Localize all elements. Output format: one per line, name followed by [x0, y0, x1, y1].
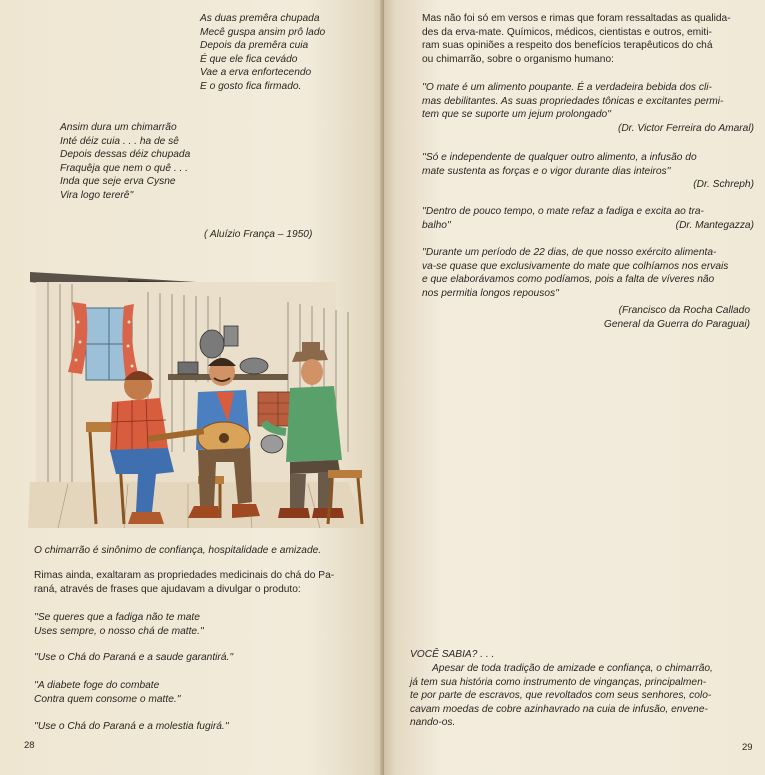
quote-line: ''Durante um período de 22 dias, de que nosso exército alimenta- — [422, 247, 717, 258]
right-intro-paragraph — [422, 12, 754, 66]
text-line: ou chimarrão, sobre o organismo humano: — [422, 53, 614, 65]
intro-paragraph — [34, 569, 364, 596]
quote-line: mas debilitantes. As suas propriedades tônicas e excitantes permi- — [422, 95, 724, 107]
poem-stanza-2 — [60, 121, 190, 203]
quote-line: ''Só e independente de qualquer outro alimento, a infusão do — [422, 152, 697, 163]
text-line: Rimas ainda, exaltaram as propriedades medicinais do chá do Pa- — [34, 570, 335, 581]
text-line: te por parte de escravos, que revoltados com seus senhores, colo- — [410, 690, 712, 702]
poem-line: As duas premêra chupada — [200, 13, 320, 24]
poem-line: Depois dessas déiz chupada — [60, 149, 191, 161]
quote-author-block — [422, 304, 750, 331]
quote-4 — [422, 246, 754, 300]
poem-attribution: ( Aluízio França – 1950) — [204, 229, 313, 240]
poem-line: Mecê guspa ansim prô lado — [200, 26, 326, 38]
poem-line: Vae a erva enfortecendo — [200, 67, 312, 79]
poem-line: Ansim dura um chimarrão — [60, 122, 177, 133]
quote-line: ''Dentro de pouco tempo, o mate refaz a fadiga e excita ao tra- — [422, 206, 704, 217]
poem-line: Depois da premêra cuia — [200, 40, 309, 52]
quote-1 — [422, 81, 754, 135]
slogan-2 — [34, 651, 233, 665]
slogan-1 — [34, 611, 204, 638]
quote-line: va-se quase que exclusivamente do mate que colhíamos nos ervais — [422, 260, 729, 272]
quote-2 — [422, 151, 754, 192]
text-line: Apesar de toda tradição de amizade e confiança, o chimarrão, — [432, 663, 713, 674]
slogan-line: ''Se queres que a fadiga não te mate — [34, 612, 200, 623]
quote-author: (Dr. Schreph) — [693, 179, 754, 191]
quote-author: (Francisco da Rocha Callado — [618, 305, 750, 316]
text-line: nando-os. — [410, 717, 456, 729]
quote-line: tem que se suporte um jejum prolongado'' — [422, 109, 612, 121]
quote-line: ''O mate é um alimento poupante. É a verdadeira bebida dos cli- — [422, 82, 712, 93]
slogan-line: Contra quem consome o matte.'' — [34, 693, 181, 705]
sabia-title: VOCÊ SABIA? . . . — [410, 649, 495, 660]
slogan-line: ''A diabete foge do combate — [34, 680, 160, 691]
quote-author: (Dr. Mantegazza) — [675, 220, 754, 231]
poem-line: Fraquêja que nem o quê . . . — [60, 162, 188, 174]
illustration-caption: O chimarrão é sinônimo de confiança, hospitalidade e amizade. — [34, 545, 322, 556]
text-line: Mas não foi só em versos e rimas que foram ressaltadas as qualida- — [422, 13, 731, 24]
poem-line: Vira logo tererê'' — [60, 189, 134, 201]
text-line: raná, através de frases que ajudavam a divulgar o produto: — [34, 583, 301, 595]
text-line: ram suas opiniões a respeito dos benefícios terapêuticos do chá — [422, 40, 713, 52]
right-page — [384, 0, 765, 775]
slogan-line: ''Use o Chá do Paraná e a molestia fugirá.'' — [34, 721, 229, 732]
poem-line: Inté déiz cuia . . . ha de sê — [60, 135, 179, 147]
page-number-right: 29 — [742, 742, 753, 753]
text-line: des da erva-mate. Químicos, médicos, cientistas e outros, emiti- — [422, 26, 712, 38]
text-line: cavam moedas de cobre azinhavrado na cuia de infusão, envene- — [410, 703, 708, 715]
slogan-line: ''Use o Chá do Paraná e a saude garantirá.'' — [34, 652, 234, 663]
quote-line: nos permitia longos repousos'' — [422, 287, 559, 299]
poem-line: E o gosto fica firmado. — [200, 80, 302, 92]
text-line: já tem sua história como instrumento de vinganças, principalmen- — [410, 676, 707, 688]
quote-author: General da Guerra do Paraguai) — [603, 318, 750, 330]
quote-line: balho'' — [422, 219, 451, 231]
quote-line: e que elaborávamos como podíamos, pois a falta de víveres não — [422, 274, 715, 286]
chimarrao-illustration — [28, 262, 366, 532]
quote-line: mate sustenta as forças e o vigor durante dias inteiros'' — [422, 165, 671, 177]
sabia-paragraph — [410, 662, 746, 730]
slogan-line: Uses sempre, o nosso chá de matte.'' — [34, 625, 204, 637]
page-number-left: 28 — [24, 740, 35, 751]
slogan-3 — [34, 679, 181, 706]
poem-stanza-1 — [200, 12, 325, 94]
slogan-4 — [34, 720, 229, 734]
quote-author: (Dr. Victor Ferreira do Amaral) — [617, 122, 754, 134]
poem-line: É que ele fica cevádo — [200, 53, 298, 65]
poem-line: Inda que seje erva Cysne — [60, 176, 176, 188]
